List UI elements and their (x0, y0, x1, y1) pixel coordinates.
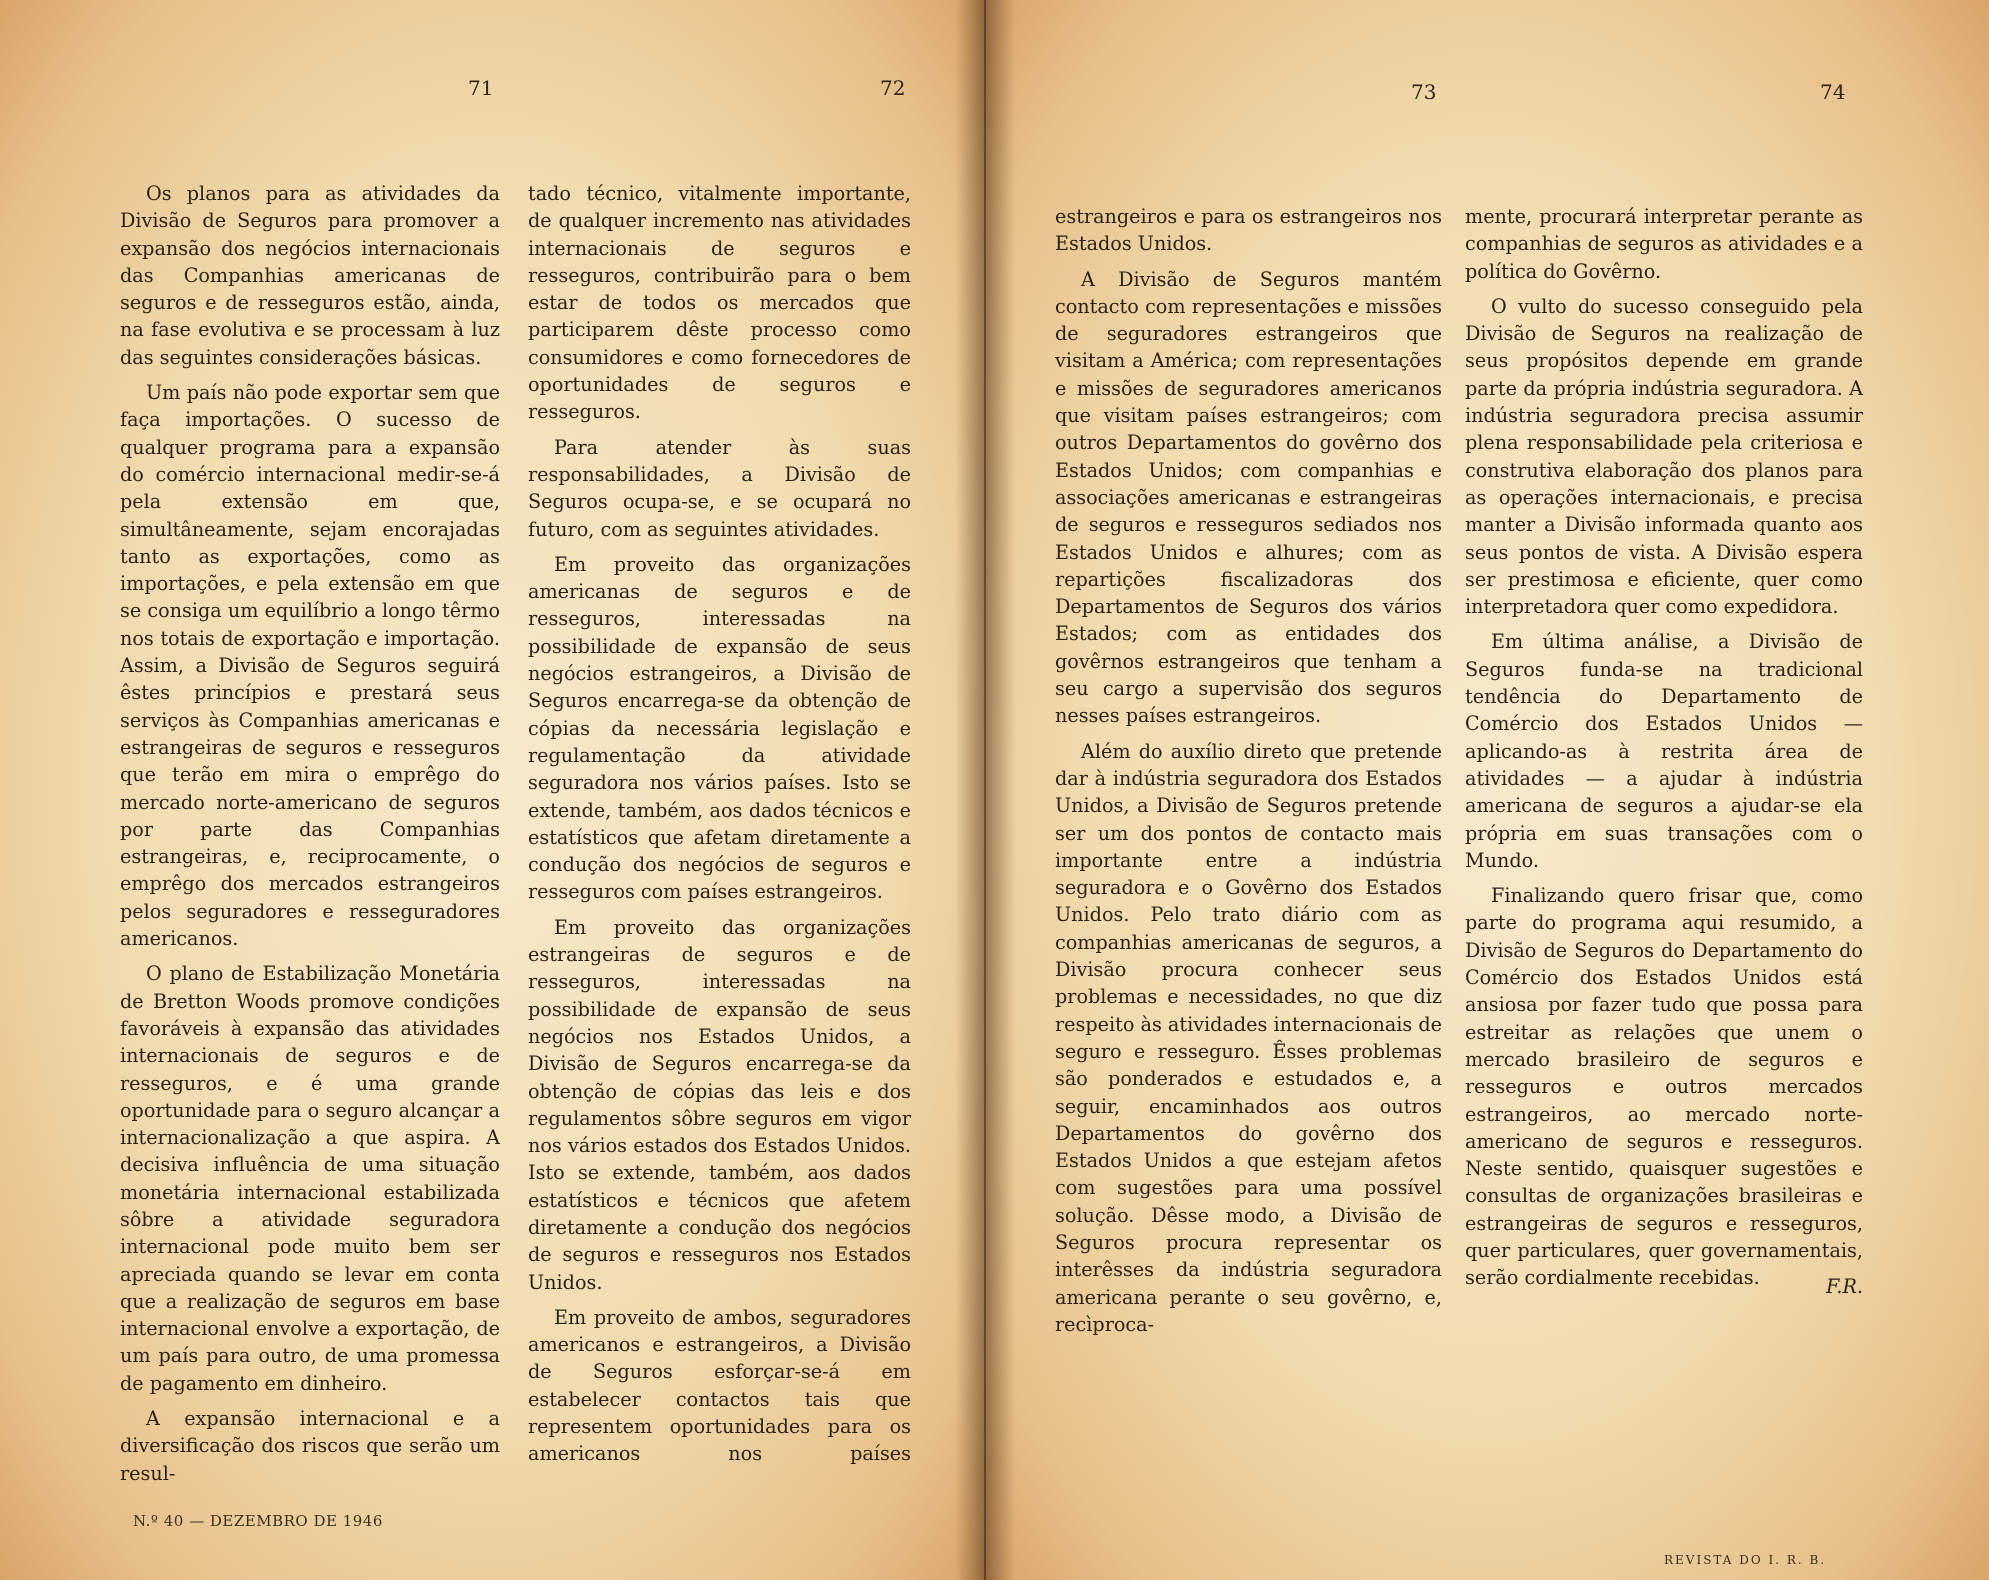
paragraph: estrangeiros e para os estrangeiros nos Estados Unidos. (1055, 205, 1442, 256)
text-column-page-72 (528, 180, 911, 1476)
paragraph: mente, procurará interpretar perante as companhias de seguros as atividades e a política do Govêrno. (1465, 205, 1863, 283)
paragraph: Em proveito das organizações estrangeiras de seguros e de resseguros, interessadas na possibilidade de expansão de seus negócios nos Estados Unidos, a Divisão de Seguros encarrega-se da obtenção de cópias das leis e dos regulamentos sôbre seguros em vigor nos vários estados dos Estados Unidos. Isto se extende, também, aos dados estatísticos e técnicos que afetem diretamente a condução dos negócios de seguros e resseguros nos Estados Unidos. (528, 915, 911, 1294)
paragraph: O plano de Estabilização Monetária de Bretton Woods promove condições favoráveis à expansão das atividades internacionais de seguros e de resseguros, e é uma grande oportunidade para o seguro alcançar a internacionalização a que aspira. A decisiva influência de uma situação monetária internacional estabilizada sôbre a atividade seguradora internacional pode muito bem ser apreciada quando se levar em conta que a realização de seguros em base internacional envolve a exportação, de um país para outro, de uma promessa de pagamento em dinheiro. (120, 962, 500, 1395)
paragraph: Em última análise, a Divisão de Seguros funda-se na tradicional tendência do Departamento de Comércio dos Estados Unidos — aplicando-as à restrita área de atividades — a ajudar à indústria americana de seguros a ajudar-se ela própria em suas transações com o Mundo. (1465, 630, 1863, 872)
page-number-73: 73 (1411, 80, 1437, 104)
paragraph: A Divisão de Seguros mantém contacto com representações e missões de seguradores estrangeiros que visitam a América; com representações e missões de seguradores americanos que visitam países estrangeiros; com outros Departamentos do govêrno dos Estados Unidos; com companhias e associações americanas e estrangeiras de seguros e resseguros sediados nos Estados Unidos e alhures; com as repartições fiscalizadoras dos Departamentos de Seguros dos vários Estados; com as entidades dos govêrnos estrangeiros que tenham a seu cargo a supervisão dos seguros nesses países estrangeiros. (1055, 267, 1442, 728)
paragraph: Em proveito das organizações americanas de seguros e de resseguros, interessadas na possibilidade de expansão de seus negócios estrangeiros, a Divisão de Seguros encarrega-se da obtenção de cópias da necessária legislação e regulamentação da atividade seguradora nos vários países. Isto se extende, também, aos dados técnicos e estatísticos que afetam diretamente a condução dos negócios de seguros e resseguros com países estrangeiros. (528, 552, 911, 904)
book-gutter (955, 0, 1015, 1580)
page-number-72: 72 (880, 76, 906, 100)
footer-journal-name: REVISTA DO I. R. B. (1664, 1553, 1827, 1567)
author-signature: F.R. (1826, 1274, 1863, 1298)
paragraph: Para atender às suas responsabilidades, a Divisão de Seguros ocupa-se, e se ocupará no futuro, com as seguintes atividades. (528, 435, 911, 541)
paragraph: Em proveito de ambos, seguradores americanos e estrangeiros, a Divisão de Seguros esforçar-se-á em estabelecer contactos tais que representem oportunidades para os americanos nos países (528, 1305, 911, 1466)
paragraph: tado técnico, vitalmente importante, de qualquer incremento nas atividades internacionais de seguros e resseguros, contribuirão para o bem estar de todos os mercados que participarem dêste processo como consumidores e como fornecedores de oportunidades de seguros e resseguros. (528, 182, 911, 424)
paragraph: Os planos para as atividades da Divisão de Seguros para promover a expansão dos negócios internacionais das Companhias americanas de seguros e de resseguros estão, ainda, na fase evolutiva e se processam à luz das seguintes considerações básicas. (120, 182, 500, 369)
paragraph: O vulto do sucesso conseguido pela Divisão de Seguros na realização de seus propósitos depende em grande parte da própria indústria seguradora. A indústria seguradora precisa assumir plena responsabilidade pela criteriosa e construtiva elaboração dos planos para as operações internacionais, e precisa manter a Divisão informada quanto aos seus pontos de vista. A Divisão espera ser prestimosa e eficiente, quer como interpretadora quer como expedidora. (1465, 294, 1863, 619)
paragraph: A expansão internacional e a diversificação dos riscos que serão um resul- (120, 1407, 500, 1485)
footer-issue-date: N.º 40 — DEZEMBRO DE 1946 (133, 1512, 383, 1530)
paragraph: Além do auxílio direto que pretende dar à indústria seguradora dos Estados Unidos, a Divisão de Seguros pretende ser um dos pontos de contacto mais importante entre a indústria seguradora e o Govêrno dos Estados Unidos. Pelo trato diário com as companhias americanas de seguros, a Divisão procura conhecer seus problemas e necessidades, no que diz respeito às atividades internacionais de seguro e resseguro. Êsses problemas são ponderados e estudados e, a seguir, encaminhados aos outros Departamentos do govêrno dos Estados Unidos a que estejam afetos com sugestões para uma possível solução. Dêsse modo, a Divisão de Seguros procura representar os interêsses da indústria seguradora americana perante o seu govêrno, e, recìproca- (1055, 739, 1442, 1336)
text-column-page-74 (1465, 203, 1863, 1300)
page-number-74: 74 (1820, 80, 1846, 104)
paragraph: Finalizando quero frisar que, como parte do programa aqui resumido, a Divisão de Seguros do Departamento do Comércio dos Estados Unidos está ansiosa por fazer tudo que possa para estreitar as relações que unem o mercado brasileiro de seguros e resseguros e outros mercados estrangeiros, ao mercado norte-americano de seguros e resseguros. Neste sentido, quaisquer sugestões e consultas de organizações brasileiras e estrangeiras de seguros e resseguros, quer particulares, quer governamentais, serão cordialmente recebidas. (1465, 884, 1863, 1290)
text-column-page-71 (120, 180, 500, 1495)
paragraph: Um país não pode exportar sem que faça importações. O sucesso de qualquer programa para a expansão do comércio internacional medir-se-á pela extensão em que, simultâneamente, sejam encorajadas tanto as exportações, como as importações, e pela extensão em que se consiga um equilíbrio a longo têrmo nos totais de exportação e importação. Assim, a Divisão de Seguros seguirá êstes princípios e prestará seus serviços às Companhias americanas e estrangeiras de seguros e resseguros que terão em mira o emprêgo do mercado norte-americano de seguros por parte das Companhias estrangeiras, e, reciprocamente, o emprêgo dos mercados estrangeiros pelos seguradores e resseguradores americanos. (120, 381, 500, 951)
text-column-page-73 (1055, 203, 1442, 1346)
page-number-71: 71 (468, 76, 494, 100)
